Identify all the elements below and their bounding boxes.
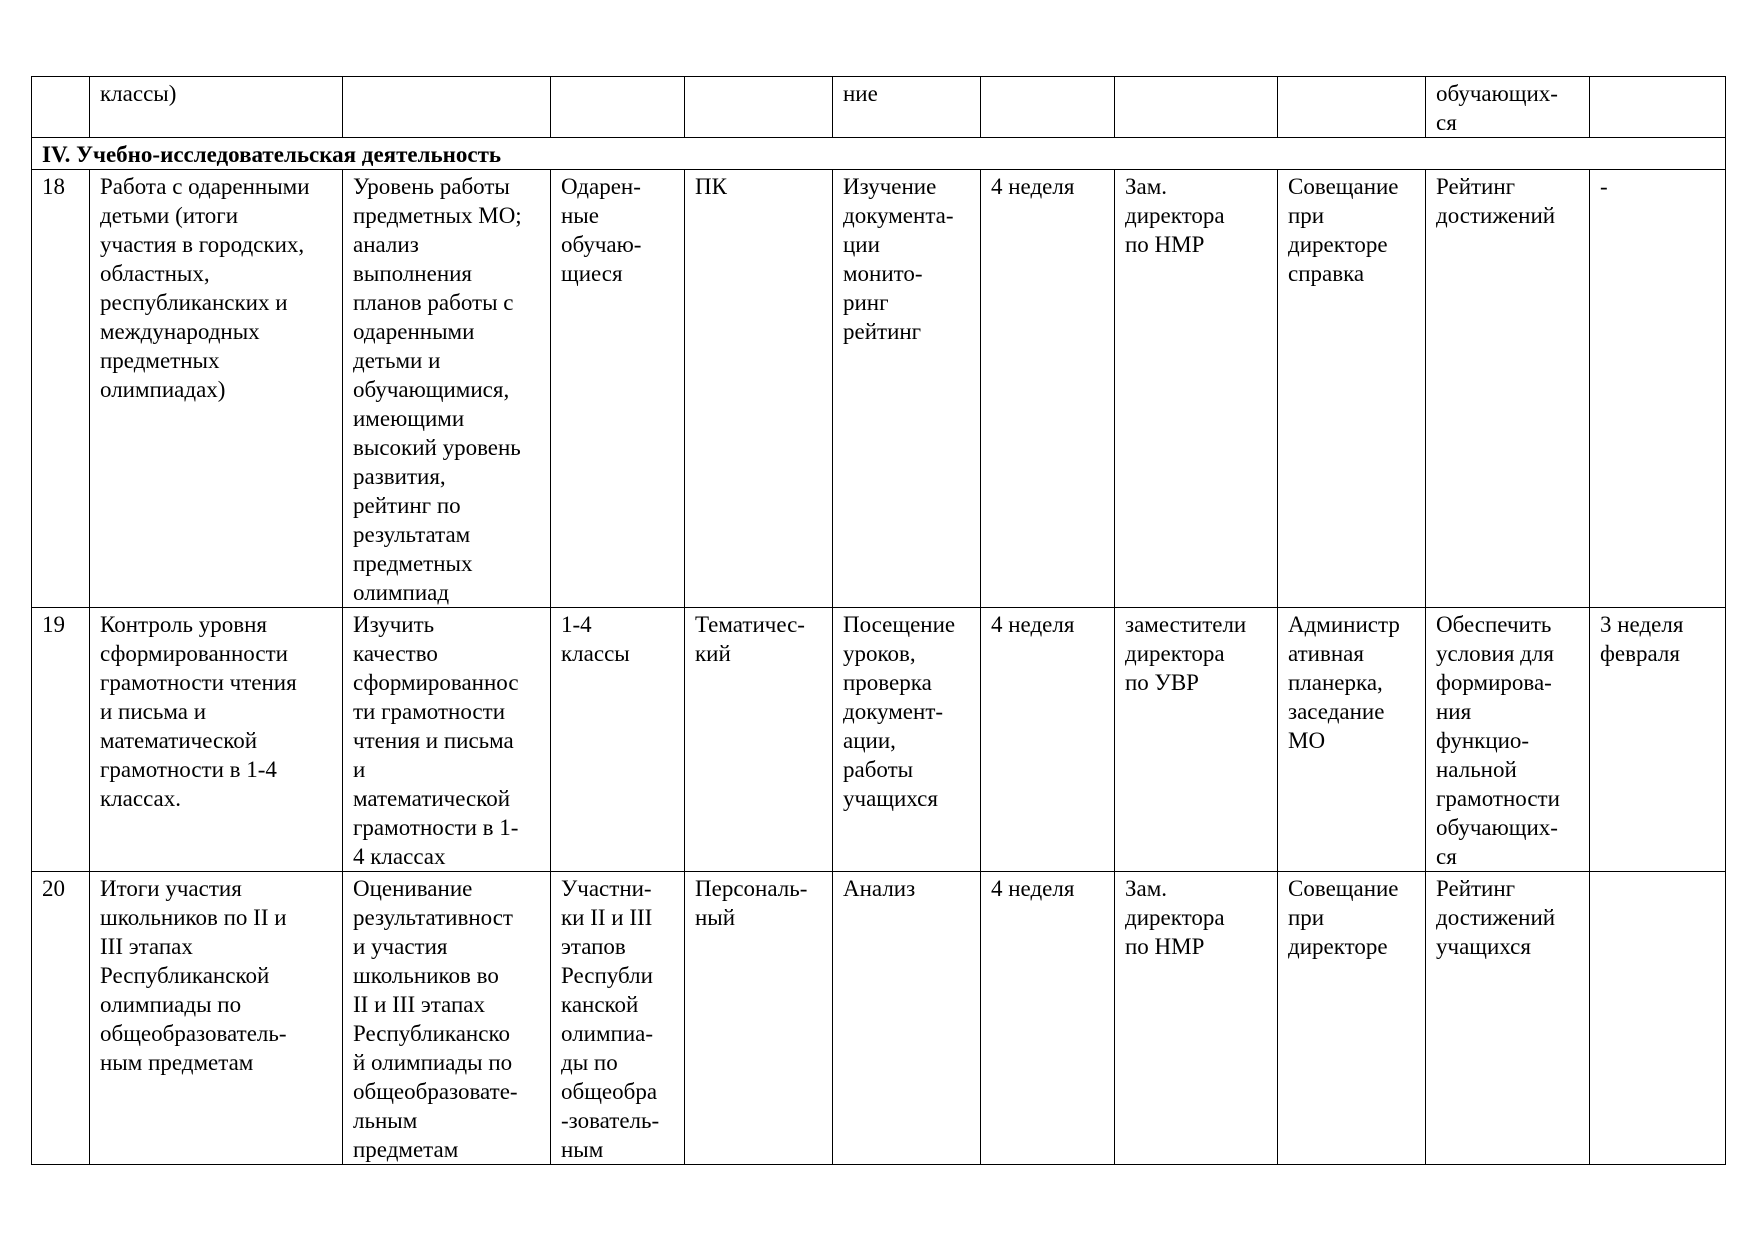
table-cell-period: 4 неделя [981,872,1115,1165]
table-cell-goal: Оценивание результативност и участия школьников во II и III этапах Республиканско й олимпиады по общеобразовате- льным предметам [343,872,551,1165]
table-cell-topic: Итоги участия школьников по II и III этапах Республиканской олимпиады по общеобразователь- ным предметам [90,872,343,1165]
table-cell-where: Администр ативная планерка, заседание МО [1278,608,1426,872]
table-cell-result: Рейтинг достижений [1426,170,1590,608]
table-cell-result: обучающих- ся [1426,77,1590,138]
table-cell-method: ние [833,77,981,138]
table-cell-num [32,77,90,138]
table-cell-responsible: Зам. директора по НМР [1115,170,1278,608]
table-cell-goal [343,77,551,138]
section-title: IV. Учебно-исследовательская деятельность [32,138,1726,170]
table-cell-type [685,77,833,138]
table-cell-where: Совещание при директоре справка [1278,170,1426,608]
table-cell-num: 19 [32,608,90,872]
table-cell-object: Участни- ки II и III этапов Республи канской олимпиа- ды по общеобра -зователь- ным [551,872,685,1165]
table-cell-responsible [1115,77,1278,138]
table-cell-goal: Изучить качество сформированнос ти грамотности чтения и письма и математической грамотности в 1- 4 классах [343,608,551,872]
table-cell-responsible: Зам. директора по НМР [1115,872,1278,1165]
table-row [32,872,1726,1165]
table-cell-method: Посещение уроков, проверка документ- ации, работы учащихся [833,608,981,872]
table-cell-type: Тематичес- кий [685,608,833,872]
table-cell-topic: Контроль уровня сформированности грамотности чтения и письма и математической грамотности в 1-4 классах. [90,608,343,872]
table-cell-result: Рейтинг достижений учащихся [1426,872,1590,1165]
table-cell-method: Анализ [833,872,981,1165]
table-cell-repeat: - [1590,170,1726,608]
table-row [32,170,1726,608]
table-cell-result: Обеспечить условия для формирова- ния функцио- нальной грамотности обучающих- ся [1426,608,1590,872]
table-cell-type: ПК [685,170,833,608]
table-cell-num: 18 [32,170,90,608]
table-cell-topic: Работа с одаренными детьми (итоги участия в городских, областных, республиканских и международных предметных олимпиадах) [90,170,343,608]
table-cell-object: Одарен- ные обучаю- щиеся [551,170,685,608]
table-cell-where: Совещание при директоре [1278,872,1426,1165]
control-plan-table [31,76,1726,1165]
table-cell-where [1278,77,1426,138]
table-cell-method: Изучение документа- ции монито- ринг рейтинг [833,170,981,608]
section-row [32,138,1726,170]
table-cell-repeat [1590,77,1726,138]
table-cell-goal: Уровень работы предметных МО; анализ выполнения планов работы с одаренными детьми и обучающимися, имеющими высокий уровень развития, рейтинг по результатам предметных олимпиад [343,170,551,608]
table-cell-topic: классы) [90,77,343,138]
table-cell-repeat [1590,872,1726,1165]
table-row [32,77,1726,138]
table-cell-num: 20 [32,872,90,1165]
table-cell-period [981,77,1115,138]
table-cell-period: 4 неделя [981,170,1115,608]
table-row [32,608,1726,872]
table-cell-responsible: заместители директора по УВР [1115,608,1278,872]
table-cell-object [551,77,685,138]
table-cell-period: 4 неделя [981,608,1115,872]
table-cell-object: 1-4 классы [551,608,685,872]
table-cell-type: Персональ- ный [685,872,833,1165]
table-cell-repeat: 3 неделя февраля [1590,608,1726,872]
